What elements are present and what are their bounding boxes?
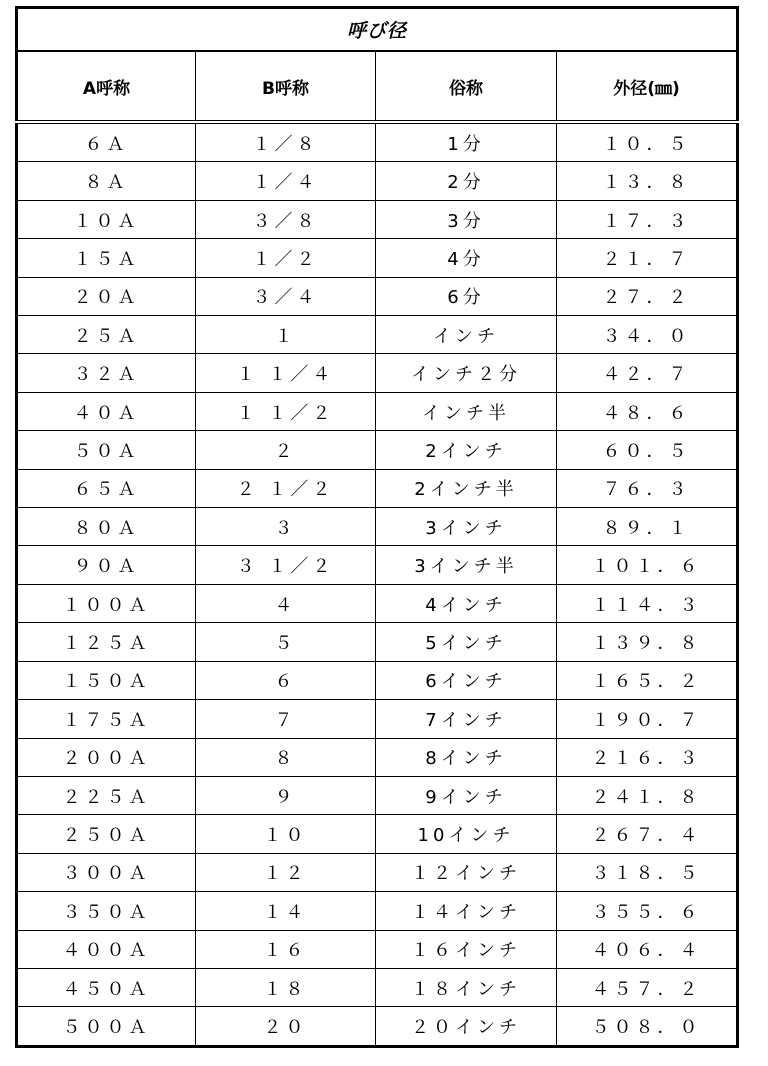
cell-a-nominal: ４００Ａ [17,930,196,968]
table-row [17,122,738,162]
cell-a-nominal: ３００Ａ [17,853,196,891]
cell-a-nominal: ６５Ａ [17,469,196,507]
cell-common-name: 2インチ半 [376,469,557,507]
table-row [17,162,738,200]
cell-a-nominal: ２５０Ａ [17,815,196,853]
table-row [17,239,738,277]
cell-common-name: １２インチ [376,853,557,891]
cell-b-nominal: ７ [196,700,376,738]
cell-common-name: 8インチ [376,738,557,776]
table-row [17,469,738,507]
cell-outer-diameter: ７６．３ [557,469,738,507]
table-row [17,623,738,661]
cell-b-nominal: １２ [196,853,376,891]
cell-b-nominal: １／８ [196,122,376,162]
cell-outer-diameter: ３１８．５ [557,853,738,891]
cell-b-nominal: ２０ [196,1007,376,1047]
table-row [17,738,738,776]
header-outer-diameter: 外径(㎜) [557,51,738,122]
cell-b-nominal: ５ [196,623,376,661]
cell-common-name: １６インチ [376,930,557,968]
cell-outer-diameter: １０．５ [557,122,738,162]
cell-b-nominal: １ １／４ [196,354,376,392]
table-row [17,584,738,622]
cell-outer-diameter: １７．３ [557,200,738,238]
cell-common-name: １８インチ [376,968,557,1006]
cell-b-nominal: ２ [196,431,376,469]
table-row [17,431,738,469]
cell-a-nominal: ５０Ａ [17,431,196,469]
cell-outer-diameter: １３９．８ [557,623,738,661]
cell-common-name: 3インチ [376,508,557,546]
cell-outer-diameter: １１４．３ [557,584,738,622]
table-row [17,700,738,738]
cell-common-name: 10インチ [376,815,557,853]
cell-common-name: 4分 [376,239,557,277]
cell-outer-diameter: ２６７．４ [557,815,738,853]
cell-b-nominal: ３ [196,508,376,546]
cell-outer-diameter: ８９．１ [557,508,738,546]
table-row [17,1007,738,1047]
cell-b-nominal: ２ １／２ [196,469,376,507]
cell-common-name: インチ [376,316,557,354]
cell-common-name: 1分 [376,122,557,162]
cell-a-nominal: ４０Ａ [17,392,196,430]
cell-b-nominal: ９ [196,776,376,814]
cell-b-nominal: １ １／２ [196,392,376,430]
cell-b-nominal: ３ １／２ [196,546,376,584]
cell-common-name: １４インチ [376,892,557,930]
cell-common-name: インチ２分 [376,354,557,392]
cell-b-nominal: １８ [196,968,376,1006]
cell-common-name: 3インチ半 [376,546,557,584]
table-row [17,316,738,354]
cell-common-name: 4インチ [376,584,557,622]
cell-b-nominal: １０ [196,815,376,853]
cell-b-nominal: ３／８ [196,200,376,238]
cell-a-nominal: ２２５Ａ [17,776,196,814]
cell-b-nominal: ４ [196,584,376,622]
header-a-nominal: A呼称 [17,51,196,122]
cell-b-nominal: １／２ [196,239,376,277]
cell-outer-diameter: ６０．５ [557,431,738,469]
cell-a-nominal: ３２Ａ [17,354,196,392]
cell-a-nominal: ６Ａ [17,122,196,162]
cell-outer-diameter: １０１．６ [557,546,738,584]
cell-b-nominal: １４ [196,892,376,930]
cell-a-nominal: ５００Ａ [17,1007,196,1047]
table-row [17,661,738,699]
cell-a-nominal: １２５Ａ [17,623,196,661]
cell-common-name: 6インチ [376,661,557,699]
cell-common-name: 9インチ [376,776,557,814]
cell-a-nominal: １０Ａ [17,200,196,238]
cell-common-name: 6分 [376,277,557,315]
table-row [17,354,738,392]
cell-common-name: 2インチ [376,431,557,469]
header-b-nominal: B呼称 [196,51,376,122]
cell-outer-diameter: ４８．６ [557,392,738,430]
cell-common-name: ２０インチ [376,1007,557,1047]
cell-b-nominal: １６ [196,930,376,968]
cell-a-nominal: ８０Ａ [17,508,196,546]
table-row [17,200,738,238]
cell-a-nominal: １７５Ａ [17,700,196,738]
cell-a-nominal: １５０Ａ [17,661,196,699]
cell-common-name: 5インチ [376,623,557,661]
cell-a-nominal: ２０Ａ [17,277,196,315]
cell-a-nominal: ８Ａ [17,162,196,200]
table-row [17,892,738,930]
cell-a-nominal: １００Ａ [17,584,196,622]
cell-outer-diameter: ４０６．４ [557,930,738,968]
table-title-row [17,8,738,52]
cell-common-name: 7インチ [376,700,557,738]
table-row [17,815,738,853]
cell-outer-diameter: ３５５．６ [557,892,738,930]
cell-b-nominal: ８ [196,738,376,776]
cell-a-nominal: ３５０Ａ [17,892,196,930]
cell-b-nominal: １／４ [196,162,376,200]
cell-common-name: インチ半 [376,392,557,430]
cell-outer-diameter: ５０８．０ [557,1007,738,1047]
table-row [17,853,738,891]
cell-a-nominal: ９０Ａ [17,546,196,584]
table-row [17,546,738,584]
cell-outer-diameter: ２１．７ [557,239,738,277]
table-row [17,392,738,430]
cell-a-nominal: ２００Ａ [17,738,196,776]
cell-common-name: 3分 [376,200,557,238]
cell-outer-diameter: １６５．２ [557,661,738,699]
cell-b-nominal: ３／４ [196,277,376,315]
cell-b-nominal: １ [196,316,376,354]
cell-a-nominal: ４５０Ａ [17,968,196,1006]
cell-common-name: 2分 [376,162,557,200]
table-body [17,122,738,1047]
cell-outer-diameter: ２４１．８ [557,776,738,814]
cell-b-nominal: ６ [196,661,376,699]
table-row [17,776,738,814]
cell-outer-diameter: ４５７．２ [557,968,738,1006]
cell-a-nominal: ２５Ａ [17,316,196,354]
pipe-size-table [15,6,739,1048]
cell-a-nominal: １５Ａ [17,239,196,277]
cell-outer-diameter: ３４．０ [557,316,738,354]
table-title: 呼び径 [17,8,738,52]
table-row [17,930,738,968]
header-common-name: 俗称 [376,51,557,122]
table-header-row [17,51,738,122]
cell-outer-diameter: ２７．２ [557,277,738,315]
cell-outer-diameter: １９０．７ [557,700,738,738]
cell-outer-diameter: ２１６．３ [557,738,738,776]
table-row [17,277,738,315]
cell-outer-diameter: ４２．７ [557,354,738,392]
table-row [17,508,738,546]
cell-outer-diameter: １３．８ [557,162,738,200]
table-row [17,968,738,1006]
